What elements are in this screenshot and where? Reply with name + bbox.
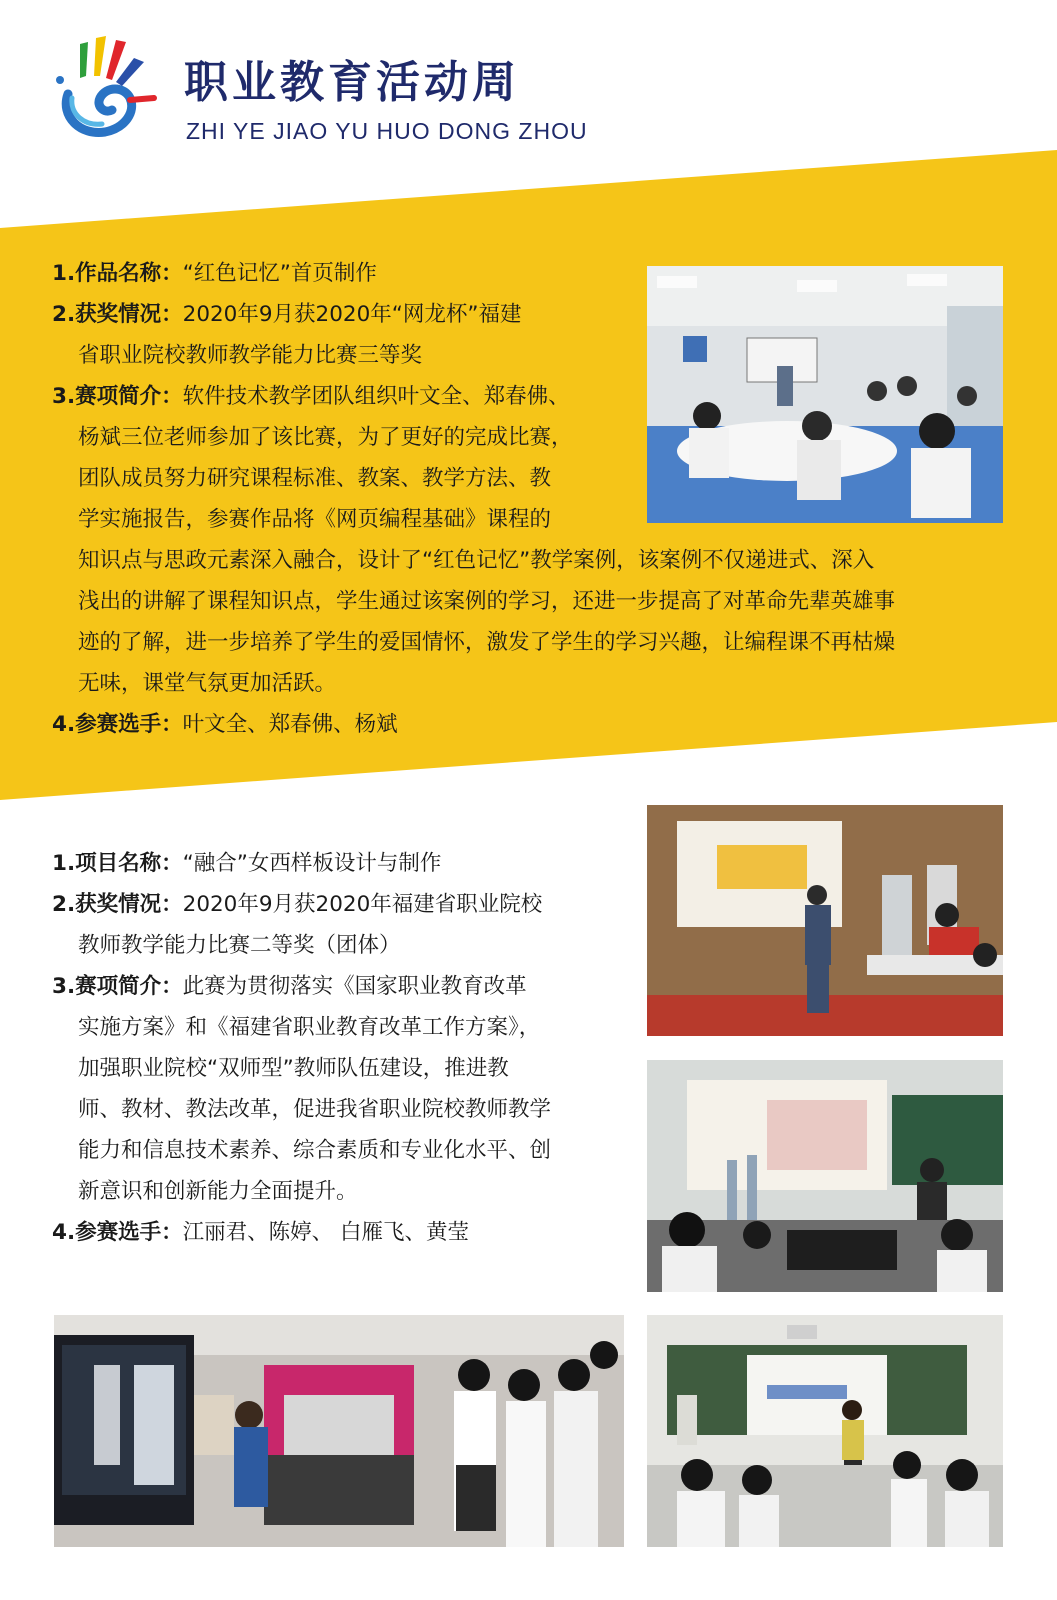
classroom-projector-photo [647, 1315, 1003, 1547]
s1-item4-label: 4.参赛选手： [52, 712, 183, 737]
page-title-pinyin: ZHI YE JIAO YU HUO DONG ZHOU [186, 118, 588, 144]
s2-item3-line6: 新意识和创新能力全面提升。 [78, 1179, 358, 1204]
s2-item3-line1: 此赛为贯彻落实《国家职业教育改革 [182, 974, 527, 999]
s1-item4-value: 叶文全、郑春佛、杨斌 [182, 712, 398, 737]
s1-item1-label: 1.作品名称： [52, 261, 183, 286]
s1-item3-line2: 杨斌三位老师参加了该比赛，为了更好的完成比赛， [78, 425, 573, 450]
laser-cutter-lab-photo [54, 1315, 624, 1547]
s2-item3-line2: 实施方案》和《福建省职业教育改革工作方案》， [78, 1015, 541, 1040]
s2-item2-value: 2020年9月获2020年福建省职业院校 [182, 892, 543, 917]
s1-item1-value: “红色记忆”首页制作 [182, 261, 377, 286]
s1-item2-value: 2020年9月获2020年“网龙杯”福建 [182, 302, 522, 327]
s1-item3-line6: 浅出的讲解了课程知识点，学生通过该案例的学习，还进一步提高了对革命先辈英雄事 [78, 589, 896, 614]
page-title: 职业教育活动周 [184, 57, 520, 108]
s2-item1-value: “融合”女西样板设计与制作 [182, 851, 442, 876]
s1-item3-line1: 软件技术教学团队组织叶文全、郑春佛、 [182, 384, 570, 409]
sewing-classroom-photo [647, 1060, 1003, 1292]
s2-item4-value: 江丽君、陈婷、 白雁飞、黄莹 [182, 1220, 469, 1245]
s1-item2-label: 2.获奖情况： [52, 302, 183, 327]
classroom-photo [647, 266, 1003, 523]
s1-item2-value-cont: 省职业院校教师教学能力比赛三等奖 [78, 343, 423, 368]
hand-swirl-logo [50, 36, 160, 141]
s1-item3-line5: 知识点与思政元素深入融合，设计了“红色记忆”教学案例，该案例不仅递进式、深入 [78, 548, 875, 573]
s2-item1-label: 1.项目名称： [52, 851, 183, 876]
s1-item3-line3: 团队成员努力研究课程标准、教案、教学方法、教 [78, 466, 552, 491]
fashion-class-presentation-photo [647, 805, 1003, 1036]
s2-item3-line3: 加强职业院校“双师型”教师队伍建设，推进教 [78, 1056, 509, 1081]
s1-item3-line7: 迹的了解，进一步培养了学生的爱国情怀，激发了学生的学习兴趣，让编程课不再枯燥 [78, 630, 896, 655]
s1-item3-label: 3.赛项简介： [52, 384, 183, 409]
s2-item3-line5: 能力和信息技术素养、综合素质和专业化水平、创 [78, 1138, 552, 1163]
s1-item3-line4: 学实施报告，参赛作品将《网页编程基础》课程的 [78, 507, 552, 532]
s2-item2-value-cont: 教师教学能力比赛二等奖（团体） [78, 933, 401, 958]
section2-text [52, 843, 551, 1253]
s2-item3-label: 3.赛项简介： [52, 974, 183, 999]
s2-item4-label: 4.参赛选手： [52, 1220, 183, 1245]
s2-item2-label: 2.获奖情况： [52, 892, 183, 917]
s2-item3-line4: 师、教材、教法改革，促进我省职业院校教师教学 [78, 1097, 552, 1122]
s1-item3-line8: 无味，课堂气氛更加活跃。 [78, 671, 337, 696]
